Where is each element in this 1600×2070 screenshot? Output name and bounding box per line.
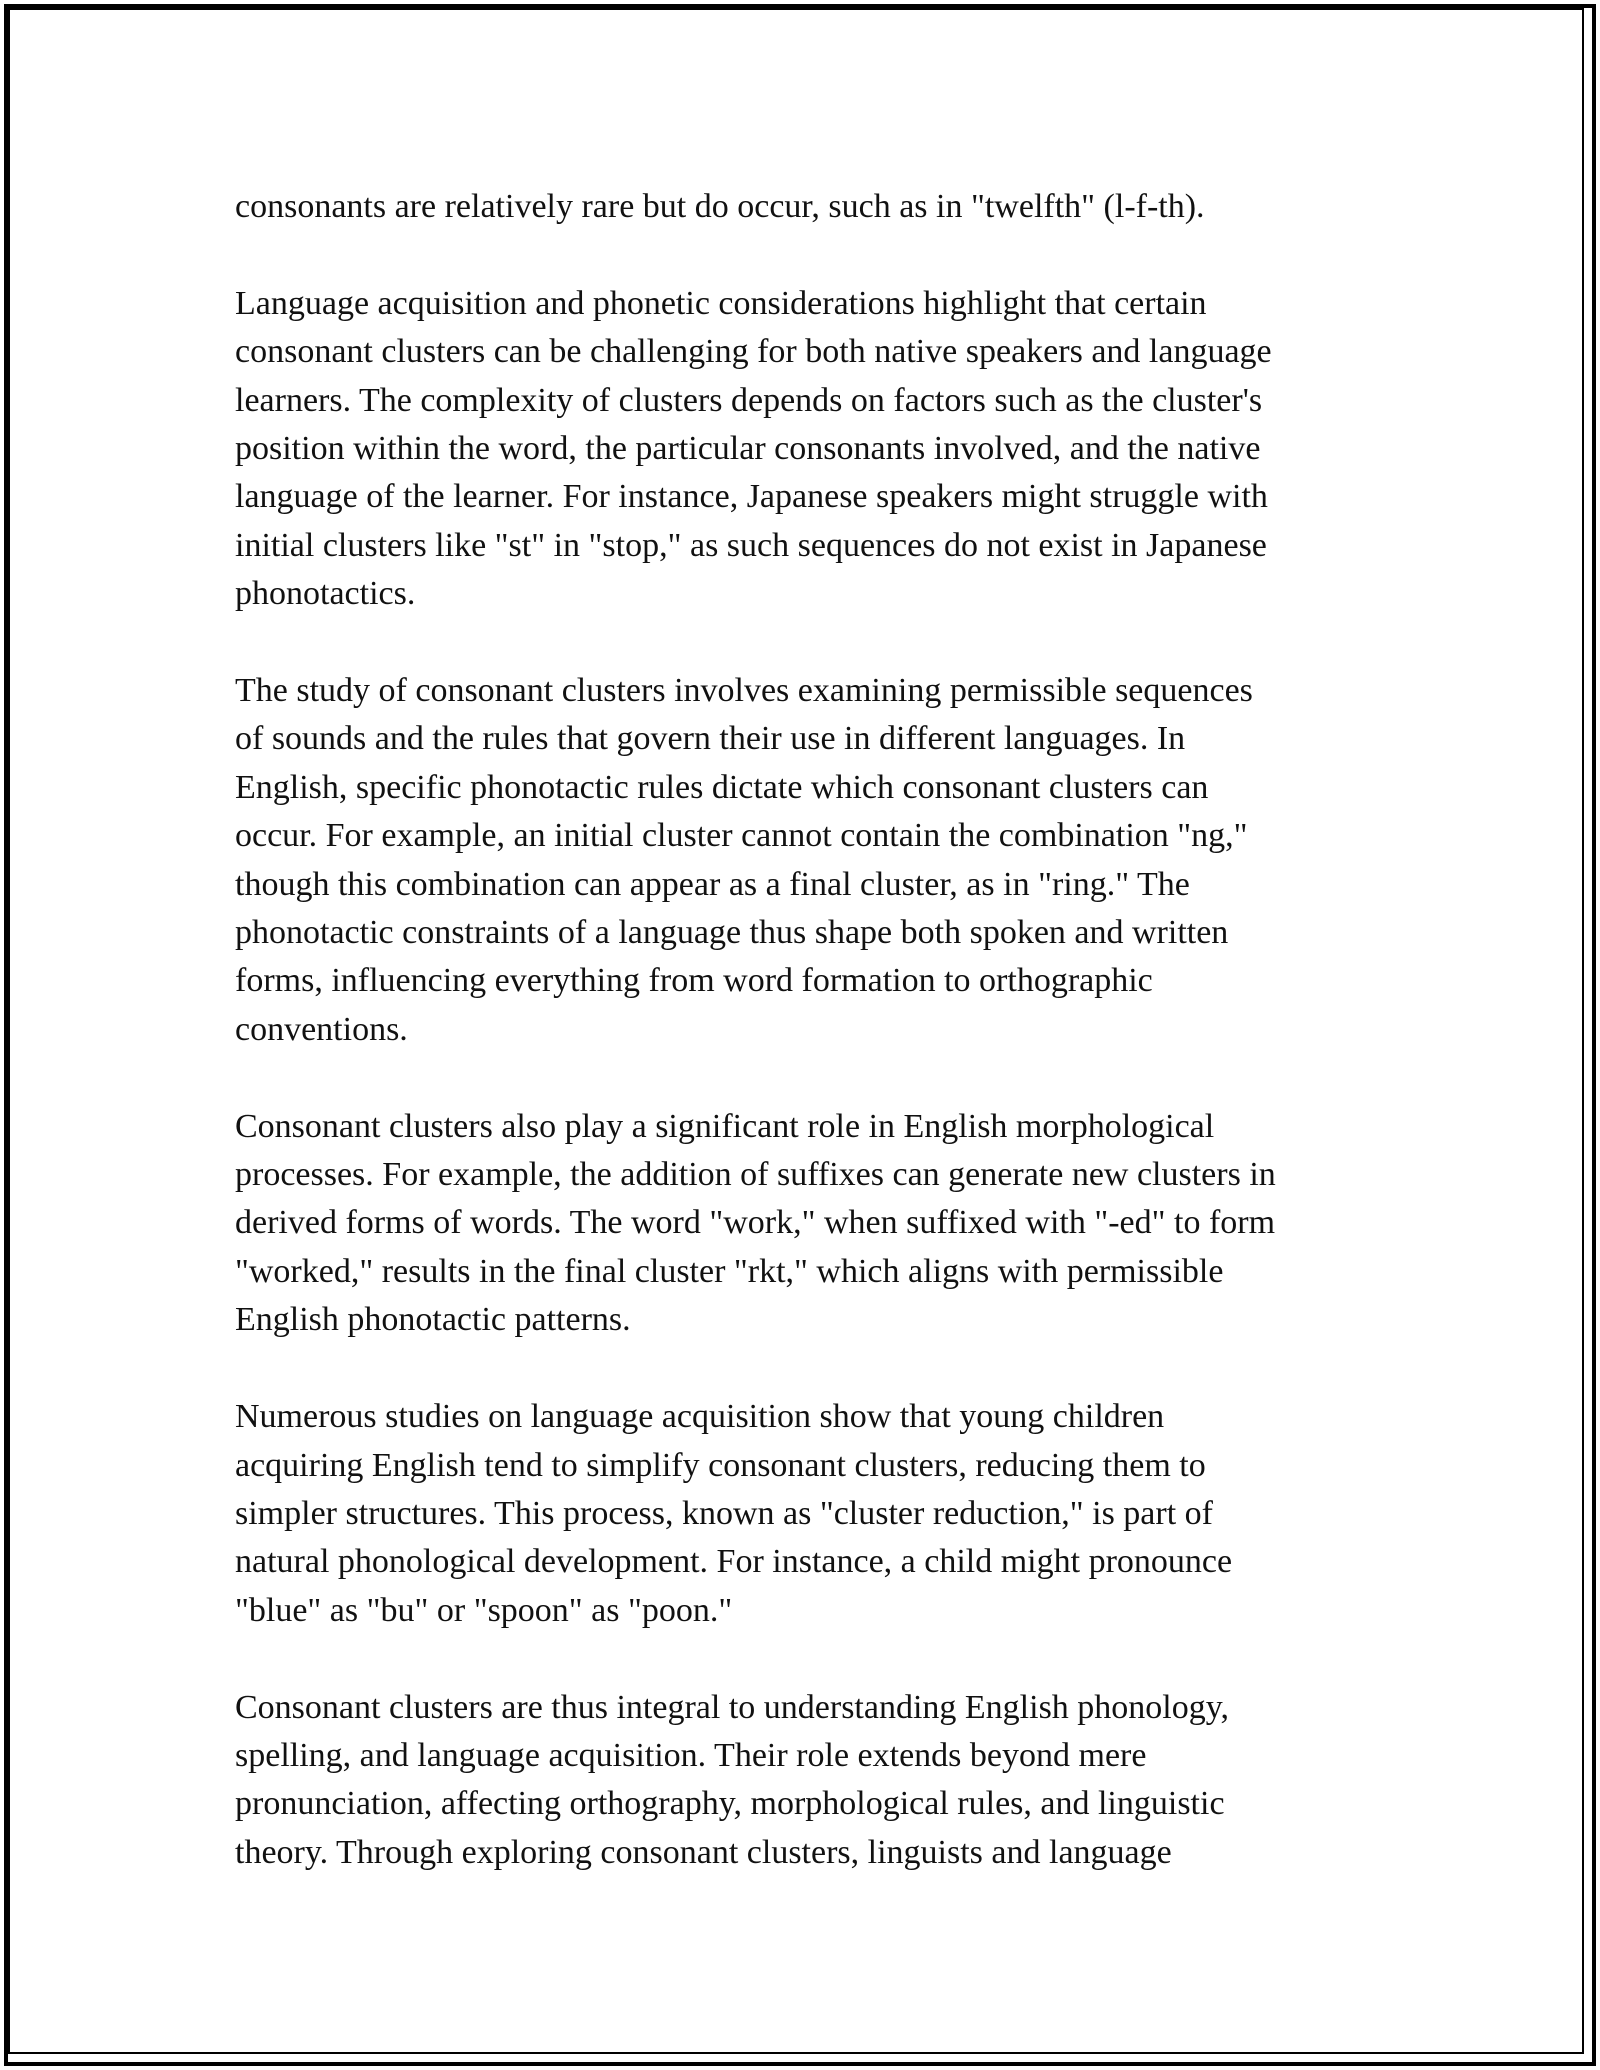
paragraph-conclusion: Consonant clusters are thus integral to understanding English phonology, spelling, and language acquisition. Their role extends beyond mere pronunciation, affecting orthography, morphological rules, and linguistic theory. Through exploring consonant clusters, linguists and language <box>235 1688 1230 1871</box>
paragraph-phonotactic-rules: The study of consonant clusters involves examining permissible sequences of sounds and the rules that govern their use in different languages. In English, specific phonotactic rules dictate which consonant clusters can occur. For example, an initial cluster cannot contain the combination "ng," though this combination can appear as a final cluster, as in "ring." The phonotactic constraints of a language thus shape both spoken and written forms, influencing everything from word formation to orthographic conventions. <box>235 672 1253 1048</box>
paragraph-language-acquisition: Language acquisition and phonetic considerations highlight that certain consonant clusters can be challenging for both native speakers and language learners. The complexity of clusters depends on factors such as the cluster's position within the word, the particular consonants involved, and the native language of the learner. For instance, Japanese speakers might struggle with initial clusters like "st" in "stop," as such sequences do not exist in Japanese phonotactics. <box>235 284 1272 613</box>
document-body <box>235 183 1365 1877</box>
paragraph-continuation: consonants are relatively rare but do occur, such as in "twelfth" (l-f-th). <box>235 188 1205 225</box>
paragraph-morphological-processes: Consonant clusters also play a significant role in English morphological processes. For example, the addition of suffixes can generate new clusters in derived forms of words. The word "work," when suffixed with "-ed" to form "worked," results in the final cluster "rkt," which aligns with permissible English phonotactic patterns. <box>235 1107 1276 1339</box>
paragraph-cluster-reduction: Numerous studies on language acquisition show that young children acquiring English tend to simplify consonant clusters, reducing them to simpler structures. This process, known as "cluster reduction," is part of natural phonological development. For instance, a child might pronounce "blue" as "bu" or "spoon" as "poon." <box>235 1398 1233 1629</box>
